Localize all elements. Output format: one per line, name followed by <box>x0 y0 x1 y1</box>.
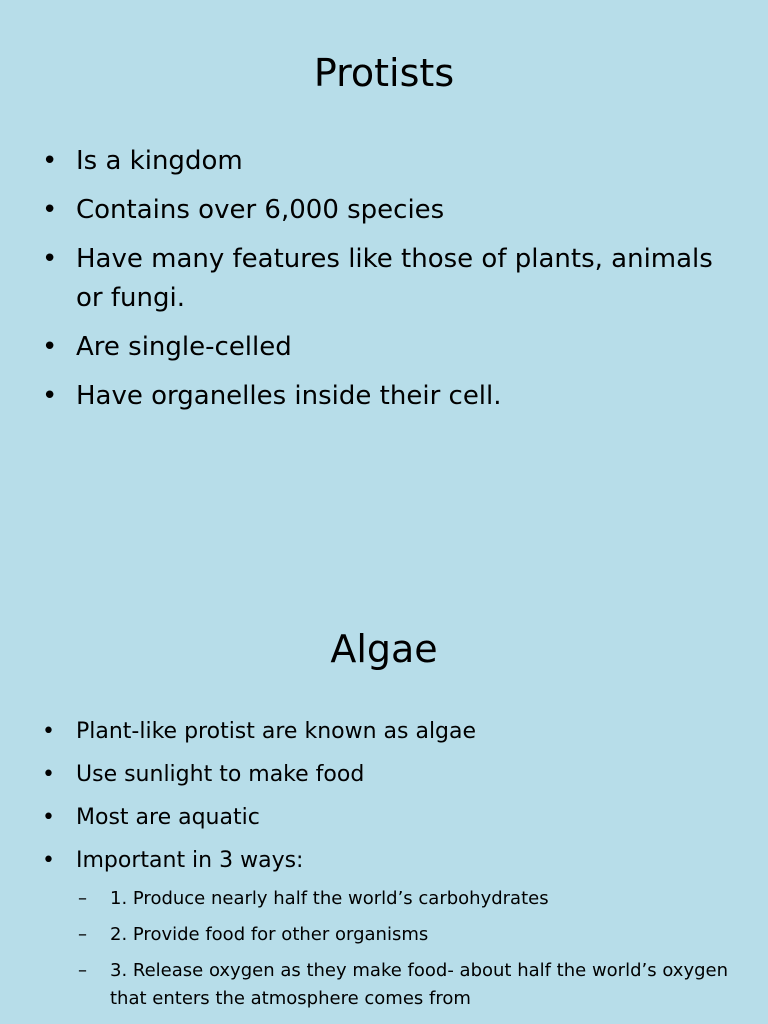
bullet-item <box>42 191 738 230</box>
sub-bullet-item <box>78 885 728 913</box>
bullet-text: Have organelles inside their cell. <box>76 381 502 411</box>
sub-bullet-text: 3. Release oxygen as they make food- about half the world’s oxygen that enters the atmosphere comes from <box>110 960 729 1009</box>
bullet-marker: • <box>42 762 55 787</box>
bullet-marker: • <box>42 719 55 744</box>
bullet-marker: • <box>42 146 58 176</box>
bullet-item <box>42 240 738 318</box>
bullet-text: Have many features like those of plants, animals or fungi. <box>76 244 713 313</box>
bullet-item <box>42 759 738 791</box>
bullet-text: Contains over 6,000 species <box>76 195 445 225</box>
bullet-text: Are single-celled <box>76 332 292 362</box>
dash-marker: – <box>78 960 87 981</box>
bullet-text: Use sunlight to make food <box>76 762 365 787</box>
bullet-item <box>42 845 738 877</box>
dash-marker: – <box>78 924 87 945</box>
dash-marker: – <box>78 888 87 909</box>
bullet-item <box>42 142 738 181</box>
slide-title-protists: Protists <box>313 51 455 95</box>
bullet-marker: • <box>42 805 55 830</box>
bullet-marker: • <box>42 244 58 274</box>
sub-bullet-item <box>78 921 728 949</box>
bullet-item <box>42 716 738 748</box>
bullet-marker: • <box>42 195 58 225</box>
algae-sub-bullet-list <box>78 885 728 1021</box>
sub-bullet-item <box>78 957 728 1013</box>
bullet-text: Is a kingdom <box>76 146 243 176</box>
bullet-text: Important in 3 ways: <box>76 848 304 873</box>
sub-bullet-text: 2. Provide food for other organisms <box>110 924 429 945</box>
algae-bullet-list <box>42 716 738 888</box>
bullet-marker: • <box>42 381 58 411</box>
bullet-item <box>42 377 738 416</box>
protists-bullet-list <box>42 142 738 426</box>
bullet-marker: • <box>42 848 55 873</box>
bullet-text: Most are aquatic <box>76 805 260 830</box>
slide-title-algae: Algae <box>330 627 438 671</box>
sub-bullet-text: 1. Produce nearly half the world’s carbohydrates <box>110 888 549 909</box>
bullet-marker: • <box>42 332 58 362</box>
bullet-item <box>42 802 738 834</box>
bullet-text: Plant-like protist are known as algae <box>76 719 477 744</box>
bullet-item <box>42 328 738 367</box>
